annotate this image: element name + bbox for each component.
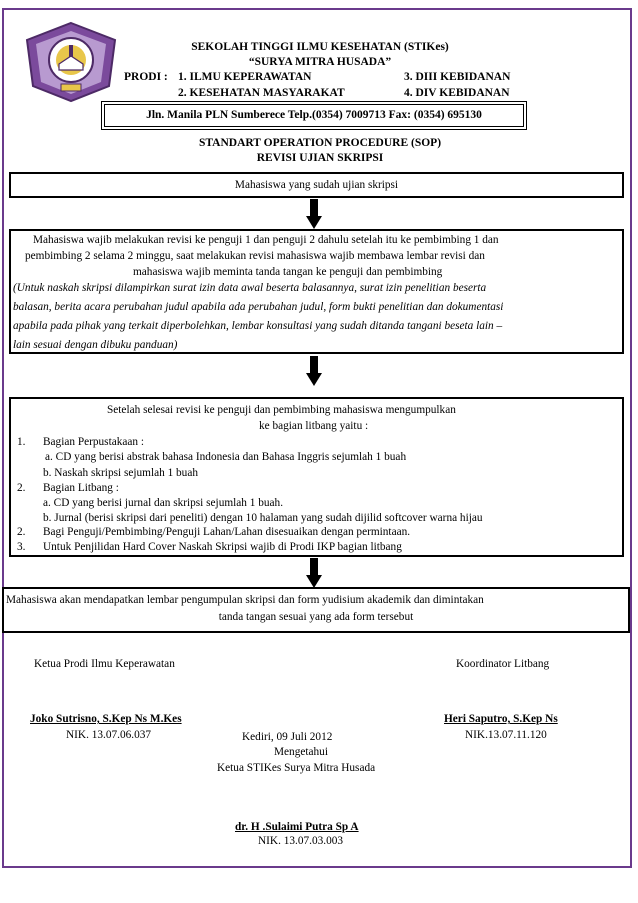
sop-subtitle: REVISI UJIAN SKRIPSI — [256, 152, 384, 164]
step-1-box — [9, 172, 624, 198]
step-2-note-1: (Untuk naskah skripsi dilampirkan surat izin data awal beserta balasannya, surat izin penelitian beserta — [13, 282, 487, 294]
step-3-item-1: Bagian Perpustakaan : — [43, 436, 145, 448]
step-3-item-2b: b. Jurnal (berisi skripsi dari peneliti) dengan 10 halaman yang sudah dijilid softcover warna hijau — [43, 512, 483, 524]
step-3-item-1-num: 1. — [17, 436, 26, 448]
down-arrow-icon — [306, 558, 322, 588]
center-signer-name: dr. H .Sulaimi Putra Sp A — [235, 821, 359, 833]
prodi-item-2: 2. KESEHATAN MASYARAKAT — [178, 87, 345, 99]
step-3-item-3-num: 2. — [17, 526, 26, 538]
step-3-item-2a: a. CD yang berisi jurnal dan skripsi sejumlah 1 buah. — [43, 497, 284, 509]
down-arrow-icon — [306, 199, 322, 229]
step-2-line-2: pembimbing 2 selama 2 minggu, saat melakukan revisi mahasiswa wajib membawa lembar revisi dan — [25, 250, 485, 262]
school-subname: “SURYA MITRA HUSADA” — [248, 56, 392, 68]
step-3-box — [9, 397, 624, 557]
step-2-line-1: Mahasiswa wajib melakukan revisi ke penguji 1 dan penguji 2 dahulu setelah itu ke pembimbing 1 dan — [33, 234, 499, 246]
step-3-item-3: Bagi Penguji/Pembimbing/Penguji Lahan/Lahan disesuaikan dengan permintaan. — [43, 526, 411, 538]
step-3-item-1a: a. CD yang berisi abstrak bahasa Indonesia dan Bahasa Inggris sejumlah 1 buah — [45, 451, 407, 463]
sop-title: STANDART OPERATION PROCEDURE (SOP) — [198, 137, 442, 149]
step-3-item-4: Untuk Penjilidan Hard Cover Naskah Skripsi wajib di Prodi IKP bagian litbang — [43, 541, 402, 553]
right-signer-title: Koordinator Litbang — [456, 658, 550, 670]
step-2-note-4: lain sesuai dengan dibuku panduan) — [13, 339, 178, 351]
step-2-box — [9, 229, 624, 354]
stikes-logo-icon — [22, 20, 120, 104]
prodi-item-1: 1. ILMU KEPERAWATAN — [178, 71, 312, 83]
prodi-item-4: 4. DIV KEBIDANAN — [404, 87, 510, 99]
step-2-note-3: apabila pada pihak yang terkait diperbolehkan, lembar konsultasi yang sudah ditanda tangani beseta lain – — [13, 320, 503, 332]
step-3-item-1b: b. Naskah skripsi sejumlah 1 buah — [43, 467, 198, 479]
step-3-line-2: ke bagian litbang yaitu : — [259, 420, 369, 432]
down-arrow-icon — [306, 356, 322, 386]
step-4-box — [2, 587, 630, 633]
prodi-item-3: 3. DIII KEBIDANAN — [404, 71, 511, 83]
step-4-line-1: Mahasiswa akan mendapatkan lembar pengumpulan skripsi dan form yudisium akademik dan dimintakan — [6, 594, 484, 606]
approval-label: Mengetahui — [274, 746, 328, 758]
center-signer-title: Ketua STIKes Surya Mitra Husada — [217, 762, 376, 774]
step-3-item-2: Bagian Litbang : — [43, 482, 119, 494]
left-signer-title: Ketua Prodi Ilmu Keperawatan — [34, 658, 175, 670]
address-box: Jln. Manila PLN Sumberece Telp.(0354) 7009713 Fax: (0354) 695130 — [104, 104, 524, 127]
step-4-line-2: tanda tangan sesuai yang ada form tersebut — [218, 611, 414, 623]
right-signer-nik: NIK.13.07.11.120 — [465, 729, 547, 741]
right-signer-name: Heri Saputro, S.Kep Ns — [444, 713, 558, 725]
step-3-line-1: Setelah selesai revisi ke penguji dan pembimbing mahasiswa mengumpulkan — [107, 404, 456, 416]
school-name: SEKOLAH TINGGI ILMU KESEHATAN (STIKes) — [191, 41, 449, 53]
step-1-text: Mahasiswa yang sudah ujian skripsi — [234, 179, 399, 191]
left-signer-name: Joko Sutrisno, S.Kep Ns M.Kes — [30, 713, 182, 725]
center-signer-nik: NIK. 13.07.03.003 — [258, 835, 344, 847]
place-date: Kediri, 09 Juli 2012 — [242, 731, 333, 743]
step-3-item-2-num: 2. — [17, 482, 26, 494]
step-2-note-2: balasan, berita acara perubahan judul apabila ada perubahan judul, form bukti penelitian dan dokumentasi — [13, 301, 504, 313]
step-3-item-4-num: 3. — [17, 541, 26, 553]
left-signer-nik: NIK. 13.07.06.037 — [66, 729, 152, 741]
prodi-label: PRODI : — [124, 71, 168, 83]
step-2-line-3: mahasiswa wajib meminta tanda tangan ke penguji dan pembimbing — [133, 266, 443, 278]
